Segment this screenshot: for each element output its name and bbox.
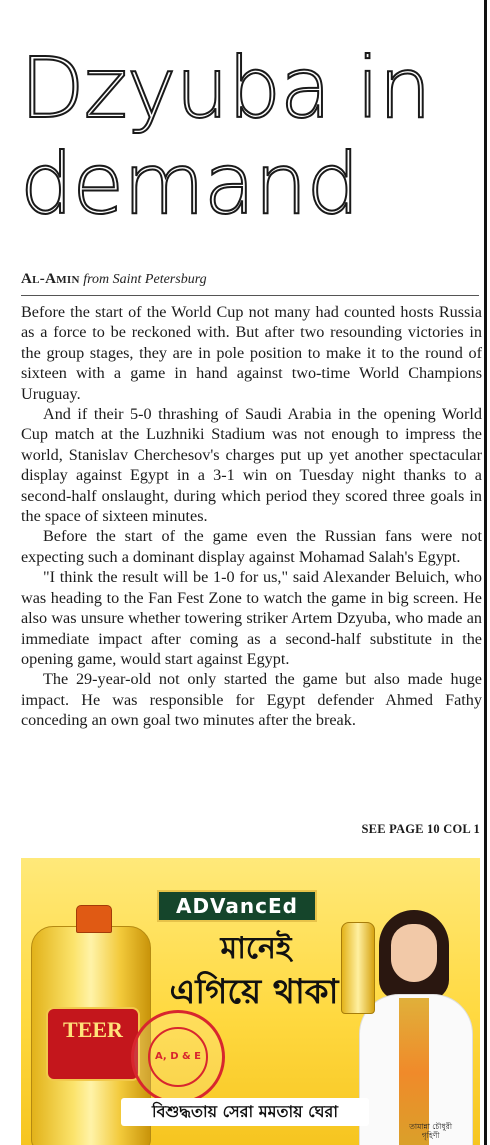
model-photo <box>351 902 473 1145</box>
seal-text: A, D & E <box>154 1051 202 1062</box>
article-paragraph: The 29-year-old not only started the game but also made huge impact. He was responsible for Egypt defender Ahmed Fathy conceding an own goal two minutes after the break. <box>21 670 482 730</box>
model-caption <box>409 1122 452 1140</box>
advanced-logo: ADVancEd <box>157 890 317 922</box>
article-body <box>21 302 482 731</box>
byline <box>21 271 207 288</box>
article-paragraph: Before the start of the World Cup not many had counted hosts Russia as a force to be reckoned with. But after two resounding victories in the group stages, they are in pole position to make it to the round of sixteen with a game in hand against two-time World Champions Uruguay. <box>21 303 482 403</box>
ad-slogan: বিশুদ্ধতায় সেরা মমতায় ঘেরা <box>121 1098 369 1126</box>
byline-location: from Saint Petersburg <box>83 272 207 287</box>
brand-name: TEER <box>63 1017 123 1042</box>
caption-role: গৃহিণী <box>421 1131 440 1140</box>
bottle-cap <box>76 905 112 933</box>
article-paragraph: And if their 5-0 thrashing of Saudi Arabia in the opening World Cup match at the Luzhniki Stadium was not enough to impress the world, Stanislav Cherchesov's charges put up yet another spectacular display against Egypt in a 3-1 win on Tuesday night thanks to a second-half onslaught, during which period they scored three goals in the space of sixteen minutes. <box>21 405 482 526</box>
article-paragraph: "I think the result will be 1-0 for us," said Alexander Beluich, who was heading to the Fan Fest Zone to watch the game in big screen. He also was unsure whether towering striker Artem Dzyuba, who made an immediate impact after coming as a second-half substitute in the opening game, would start against Egypt. <box>21 568 482 668</box>
continuation-link[interactable]: SEE PAGE 10 COL 1 <box>361 822 480 836</box>
bottle-label <box>46 1007 140 1081</box>
advertisement[interactable] <box>21 858 480 1145</box>
headline-line-2: demand <box>20 135 359 233</box>
article-paragraph: Before the start of the game even the Russian fans were not expecting such a dominant display against Mohamad Salah's Egypt. <box>21 527 482 566</box>
model-face <box>391 924 437 982</box>
caption-name: তামান্না চৌধুরী <box>409 1122 452 1131</box>
headline-line-1: Dzyuba in <box>20 39 431 137</box>
held-bottle-image <box>341 922 375 1014</box>
byline-author: Al-Amin <box>21 271 80 287</box>
byline-divider <box>21 295 479 296</box>
ad-tagline-2: এগিয়ে থাকা <box>169 972 339 1012</box>
headline <box>20 40 480 232</box>
column-rule <box>484 0 487 1145</box>
ad-tagline-1: মানেই <box>220 931 292 966</box>
quality-seal-icon <box>131 1010 225 1104</box>
